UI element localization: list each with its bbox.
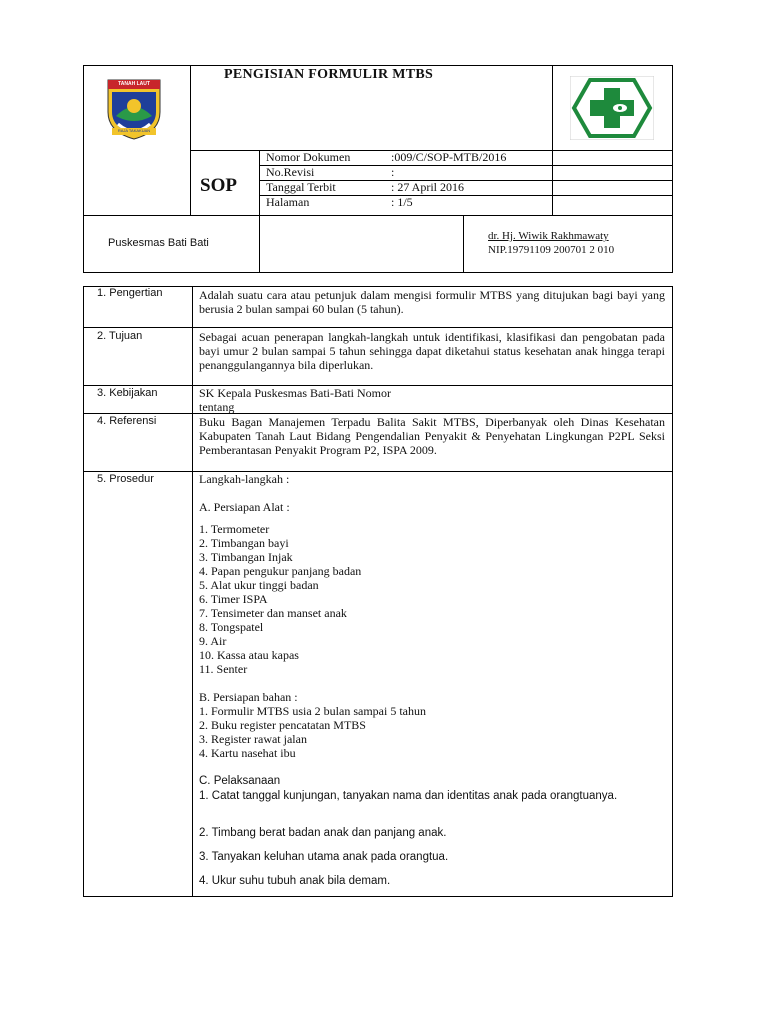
puskesmas-logo (570, 76, 654, 140)
sop-label: SOP (200, 175, 237, 196)
alat-item: 8. Tongspatel (199, 620, 264, 634)
crest-top-text: TANAH LAUT (118, 81, 150, 87)
bahan-item: 4. Kartu nasehat ibu (199, 746, 296, 760)
row-label-kebijakan: 3. Kebijakan (97, 387, 158, 399)
alat-item: 6. Timer ISPA (199, 592, 268, 606)
bahan-item: 1. Formulir MTBS usia 2 bulan sampai 5 tahun (199, 704, 426, 718)
persiapan-bahan-title: B. Persiapan bahan : (199, 690, 298, 704)
pelaksanaan-item: 1. Catat tanggal kunjungan, tanyakan nama dan identitas anak pada orangtuanya. (199, 790, 618, 802)
institution-name: Puskesmas Bati Bati (108, 237, 209, 249)
pelaksanaan-item: 4. Ukur suhu tubuh anak bila demam. (199, 875, 391, 887)
meta-value-no-revisi: : (391, 165, 395, 179)
row-label-tujuan: 2. Tujuan (97, 330, 143, 342)
alat-item: 2. Timbangan bayi (199, 536, 289, 550)
kebijakan-text-2: tentang (199, 400, 235, 414)
alat-item: 5. Alat ukur tinggi badan (199, 578, 319, 592)
row-label-prosedur: 5. Prosedur (97, 473, 154, 485)
bahan-item: 2. Buku register pencatatan MTBS (199, 718, 366, 732)
meta-value-nomor-dokumen: :009/C/SOP-MTB/2016 (391, 150, 507, 164)
crest-bottom-text: RAJA TAKAKUAN (117, 128, 151, 133)
prosedur-intro: Langkah-langkah : (199, 472, 290, 486)
alat-item: 1. Termometer (199, 522, 270, 536)
meta-label-tanggal-terbit: Tanggal Terbit (266, 180, 336, 194)
pelaksanaan-item: 3. Tanyakan keluhan utama anak pada orangtua. (199, 851, 449, 863)
bahan-item: 3. Register rawat jalan (199, 732, 307, 746)
pelaksanaan-item: 2. Timbang berat badan anak dan panjang anak. (199, 827, 447, 839)
meta-label-halaman: Halaman (266, 195, 310, 209)
alat-item: 10. Kassa atau kapas (199, 648, 299, 662)
alat-item: 7. Tensimeter dan manset anak (199, 606, 347, 620)
page-title: PENGISIAN FORMULIR MTBS (224, 67, 434, 82)
kebijakan-text-1: SK Kepala Puskesmas Bati-Bati Nomor (199, 386, 391, 400)
pelaksanaan-title: C. Pelaksanaan (199, 775, 281, 787)
row-label-pengertian: 1. Pengertian (97, 287, 163, 299)
alat-item: 4. Papan pengukur panjang badan (199, 564, 362, 578)
district-crest-logo (104, 76, 164, 142)
referensi-text: Buku Bagan Manajemen Terpadu Balita Sakit MTBS, Diperbanyak oleh Dinas Kesehatan Kabupaten Tanah Laut Bidang Pengendalian Penyakit & Penyehatan Lingkungan P2PL Seksi Pemberantasan Penyakit Program P2, ISPA 2009. (199, 415, 665, 457)
tujuan-text: Sebagai acuan penerapan langkah-langkah untuk identifikasi, klasifikasi dan pengobatan pada bayi umur 2 bulan sampai 5 tahun sehingga dapat diketahui status kesehatan anak hingga terapi penanggulangannya bila diperlukan. (199, 330, 665, 372)
signer-name: dr. Hj. Wiwik Rakhmawaty (488, 230, 609, 242)
alat-item: 3. Timbangan Injak (199, 550, 293, 564)
meta-value-tanggal-terbit: : 27 April 2016 (391, 180, 465, 194)
row-label-referensi: 4. Referensi (97, 415, 157, 427)
alat-item: 9. Air (199, 634, 227, 648)
alat-item: 11. Senter (199, 662, 248, 676)
meta-label-nomor-dokumen: Nomor Dokumen (266, 150, 351, 164)
signer-nip: NIP.19791109 200701 2 010 (488, 244, 615, 256)
meta-label-no-revisi: No.Revisi (266, 165, 315, 179)
pengertian-text: Adalah suatu cara atau petunjuk dalam mengisi formulir MTBS yang ditujukan bagi bayi yang berusia 2 bulan sampai 60 bulan (5 tahun). (199, 288, 665, 316)
meta-value-halaman: : 1/5 (391, 195, 413, 209)
persiapan-alat-title: A. Persiapan Alat : (199, 500, 290, 514)
